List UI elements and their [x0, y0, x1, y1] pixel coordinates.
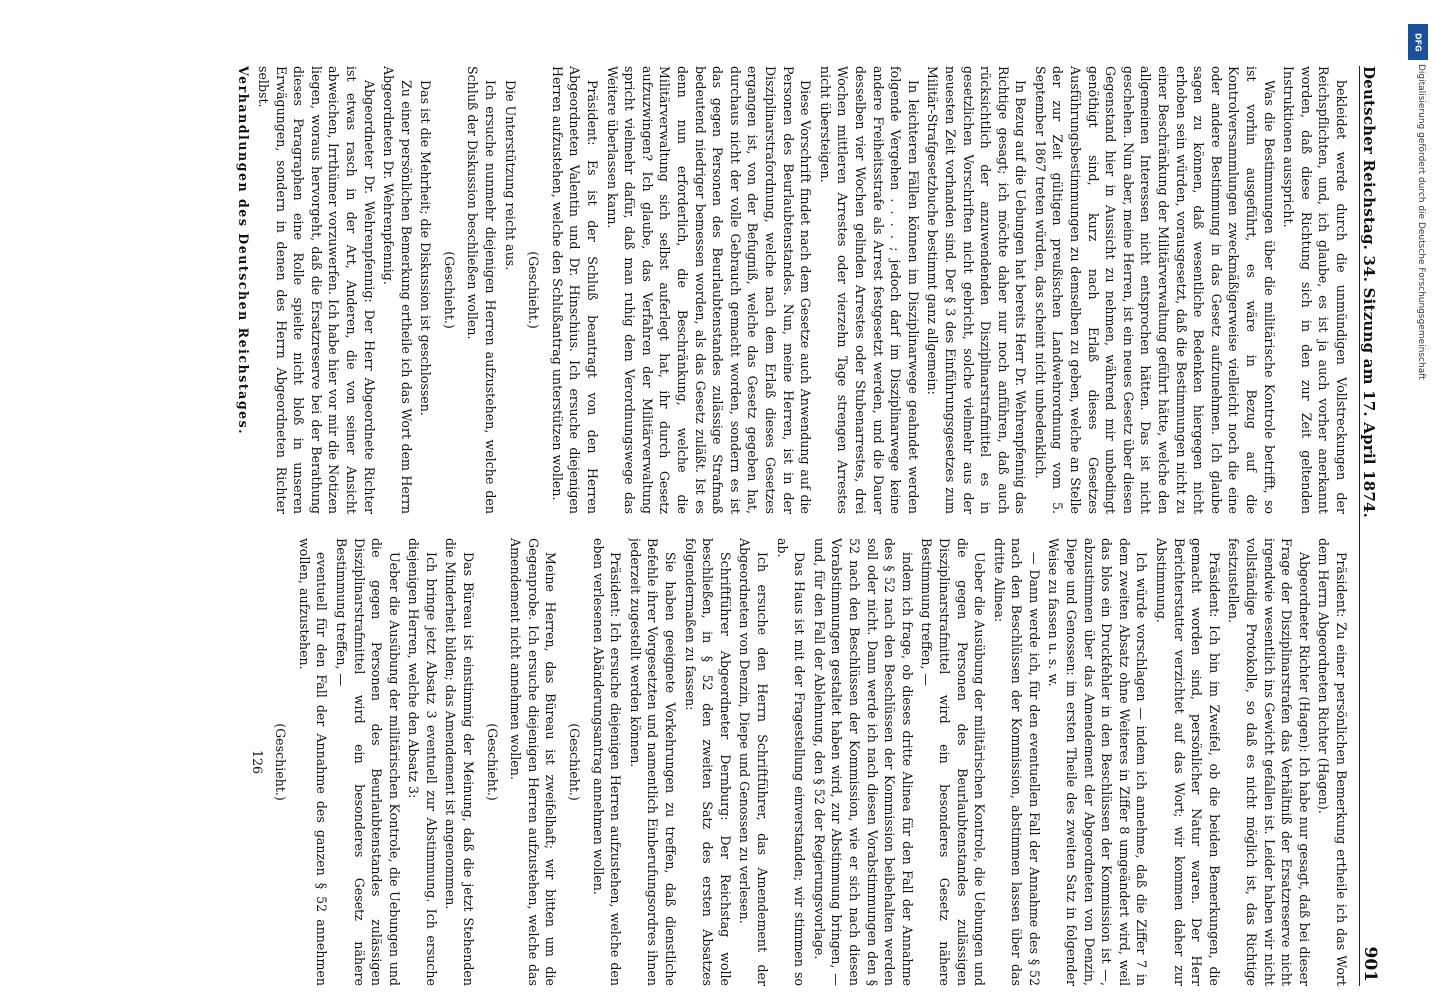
paragraph: Ich ersuche nunmehr diejenigen Herren aufzustehen, welche den Schluß der Diskussion beschließen wollen. [465, 66, 499, 514]
stage-direction: (Geschieht.) [526, 251, 542, 329]
paragraph: Das ist die Mehrheit; die Diskussion ist geschlossen. [418, 80, 434, 416]
paragraph: Meine Herren, das Büreau ist zweifelhaft; wir bitten um die Gegenprobe. Ich ersuche diejenigen Herren aufzustehen, welche das Amendement nicht annehmen wollen. [508, 538, 559, 986]
paragraph: Abgeordneter Dr. Wehrenpfennig: Der Herr Abgeordnete Richter ist etwas rasch in der Art, Anderen, die von seiner Ansicht abweichen, Irrthümer vorzuwerfen. Ich habe hier vor mir die Notizen liegen, woraus hervorgeht, daß die Ersatzreserve bei der Berathung dieses Paragraphen eine Rolle spielte nicht bloß in unseren Erwägungen, sondern in denen des Herrn Abgeordneten Richter selbst. [255, 66, 377, 514]
stage-direction: (Geschieht.) [567, 723, 583, 801]
stage-direction: (Geschieht.) [484, 723, 500, 801]
paragraph: Was die Bestimmungen über die militärische Kontrole betrifft, so ist vorhin ausgeführt, es wäre in Bezug auf die Kontrolversammlungen zweckmäßigerweise vielleicht noch die eine oder andere Bestimmung in das Gesetz aufzunehmen. Ich glaube sagen zu können, daß wesentliche Bedenken hiergegen nicht erhoben sein würden, vorausgesetzt, daß die Bestimmungen nicht zu einer Beschränkung der Militärverwaltung geführt hätte, welche den allgemeinen Interessen nicht entsprochen hätten. Das ist nicht geschehen. Nun aber, meine Herren, ist ein neues Gesetz über diesen Gegenstand hier in Aussicht zu nehmen, während mir unbedingt genöthigt sind, kurz nach Erlaß dieses Gesetzes Ausführungsbestimmungen zu demselben zu geben, welche an Stelle der zur Zeit gültigen preußischen Landwehrordnung vom 5. September 1867 treten würden, das scheint nicht unbedenklich. [1032, 66, 1277, 514]
running-header [1359, 66, 1390, 986]
page-number: 901 [1360, 946, 1380, 982]
quotation: Ueber die Ausübung der militärischen Kontrole, die Uebungen und die gegen Personen des Beurlaubtenstandes zulässigen Disziplinarstrafmittel wird ein besonderes Gesetz nähere Bestimmung treffen, — [919, 538, 988, 986]
stage-direction: (Geschieht.) [273, 723, 289, 801]
footer-running-title: Verhandlungen des Deutschen Reichstages. [236, 66, 252, 436]
quotation: Ueber die Ausübung der militärischen Kontrole, die Uebungen und die gegen Personen des Beurlaubtenstandes zulässigen Disziplinarstrafmittel wird ein besonderes Gesetz nähere Bestimmung treffen, — [333, 538, 402, 986]
stage-direction: (Geschieht.) [441, 251, 457, 329]
paragraph: Das Büreau ist einstimmig der Meinung, daß die jetzt Stehenden die Minderheit bilden; das Amendement ist angenommen. [443, 538, 477, 986]
paragraph: Präsident: Zu einer persönlichen Bemerkung ertheile ich das Wort dem Herrn Abgeordneten Richter (Hagen). [1316, 538, 1349, 986]
paragraph: Abgeordneter Richter (Hagen): Ich habe nur gesagt, daß bei dieser Frage der Disziplinarstrafen das Verhältniß der Ersatzreserve nicht irgendwie wesentlich ins Gewicht gefallen ist. Leider haben wir nicht vollständige Protokolle, so daß es nicht möglich ist, das Richtige festzustellen. [1226, 538, 1312, 986]
left-column [60, 66, 1350, 514]
quotation: Sie haben geeignete Vorkehrungen zu treffen, daß dienstliche Befehle ihrer Vorgesetzten und namentlich Einberufungsordres ihnen jederzeit zugestellt werden können. [627, 538, 679, 986]
digitization-note: Digitalisierung gefördert durch die Deutsche Forschungsgemeinschaft [1416, 64, 1426, 380]
paragraph: eventuell für den Fall der Annahme des ganzen § 52 annehmen wollen, aufzustehen. [296, 538, 330, 986]
paragraph: Ich bringe jetzt Absatz 3 eventuell zur Abstimmung. Ich ersuche diejenigen Herren, welche den Absatz 3: [406, 538, 439, 986]
dfg-logo-icon: DFG [1408, 24, 1428, 60]
text-columns [60, 66, 1350, 986]
paragraph: Zu einer persönlichen Bemerkung ertheile ich das Wort dem Herrn Abgeordneten Dr. Wehrenpfennig. [381, 66, 414, 514]
rotated-page [50, 66, 1390, 986]
paragraph: Schriftführer Abgeordneter Dernburg: Der Reichstag wolle beschließen, in § 52 den zweiten Satz des ersten Absatzes folgendermaßen zu fassen: [682, 538, 733, 986]
paragraph: In Bezug auf die Uebungen hat bereits Herr Dr. Wehrenpfennig das Richtige gesagt; ich möchte daher nur noch anführen, daß auch rücksichtlich der anzuwendenden Disziplinarstrafmittel es in gesetzlichen Vorschriften nicht gebricht, solche vielmehr aus der neuesten Zeit vorhanden sind. Der § 3 des Einführungsgesetzes zum Militär-Strafgesetzbuche bestimmt ganz allgemein: [925, 66, 1029, 514]
paragraph: Präsident: Ich bin im Zweifel, ob die beiden Bemerkungen, die gemacht worden sind, persönlicher Natur waren. Der Herr Berichterstatter verzichtet auf das Wort; wir kommen daher zur Abstimmung. [1154, 538, 1222, 986]
paragraph: Ich ersuche den Herrn Schriftführer, das Amendement der Abgeordneten von Denzin, Diepe und Genossen zu verlesen. [737, 538, 770, 986]
sheet-signature: 126 [249, 749, 265, 775]
paragraph: bekleidet werde durch die unmündigen Vollstreckungen der Reichspflichten, und, ich glaube, es ist ja auch vorher anerkannt worden, daß diese Richtung sich in den zur Zeit geltenden Instruktionen ausspricht. [1281, 66, 1349, 514]
paragraph: — Dann werde ich, für den eventuellen Fall der Annahme des § 52 nach den Beschlüssen der Kommission, abstimmen lassen über das dritte Alinea: [991, 538, 1042, 986]
paragraph: Präsident: Ich ersuche diejenigen Herren aufzustehen, welche den eben verlesenen Abänderungsantrag annehmen wollen. [590, 538, 624, 986]
paragraph: Die Unterstützung reicht aus. [502, 80, 518, 271]
right-column [60, 538, 1350, 986]
paragraph: indem ich frage, ob dieses dritte Alinea für den Fall der Annahme des § 52 nach den Beschlüssen der Kommission beibehalten werden soll oder nicht. Dann werde ich nach diesen Vorabstimmungen den § 52 nach den Beschlüssen der Kommission, wie er sich nach diesen Vorabstimmungen gestaltet haben wird, zur Abstimmung bringen, — und, für den Fall der Ablehnung, den § 52 der Regierungsvorlage. [811, 538, 915, 986]
paragraph: Präsident: Es ist der Schluß beantragt von den Herren Abgeordneten Valentin und Dr. Hinschius. Ich ersuche diejenigen Herren aufzustehen, welche den Schlußantrag unterstützen wollen. [549, 66, 601, 514]
session-title: Deutscher Reichstag. 34. Sitzung am 17. April 1874. [1360, 66, 1378, 519]
quotation: In leichteren Fällen können im Disziplinarwege geahndet werden folgende Vergehen . . . . ; jedoch darf im Disziplinarwege keine andere Freiheitsstrafe als Arrest festgesetzt werden, und die Dauer desselben vier Wochen gelinden Arrestes oder Stubenarrestes, drei Wochen mittleren Arrestes oder vierzehn Tage strengen Arrestes nicht übersteigen. [817, 66, 921, 514]
paragraph: Diese Vorschrift findet nach dem Gesetze auch Anwendung auf die Personen des Beurlaubtenstandes. Nun, meine Herren, ist in der Disziplinarstrafordnung, welche nach dem Erlaß dieses Gesetzes ergangen ist, von der Befugniß, welche das Gesetz gegeben hat, durchaus nicht der volle Gebrauch gemacht worden, sondern es ist das gegen Personen des Beurlaubtenstandes zulässige Strafmaß bedeutend niedriger bemessen worden, als das Gesetz zuläßt. Ist es denn nun erforderlich, die Beschränkung, welche die Militärverwaltung sich selbst auferlegt hat, ihr durch Gesetz aufzuzwingen? Ich glaube, das Verfahren der Militärverwaltung spricht vielmehr dafür, daß man ruhig dem Verordnungswege das Weitere überlassen kann. [604, 66, 814, 514]
paragraph: Ich würde vorschlagen — indem ich annehme, daß die Ziffer 7 in dem zweiten Absatz ohne Weiteres in Ziffer 8 umgeändert wird, weil das blos ein Druckfehler in den Beschlüssen der Kommission ist —, abzustimmen über das Amendement der Abgeordneten von Denzin, Diepe und Genossen: im ersten Theile des zweiten Satz in folgender Weise zu fassen u. s. w. [1046, 538, 1150, 986]
paragraph: Das Haus ist mit der Fragestellung einverstanden; wir stimmen so ab. [774, 538, 808, 986]
